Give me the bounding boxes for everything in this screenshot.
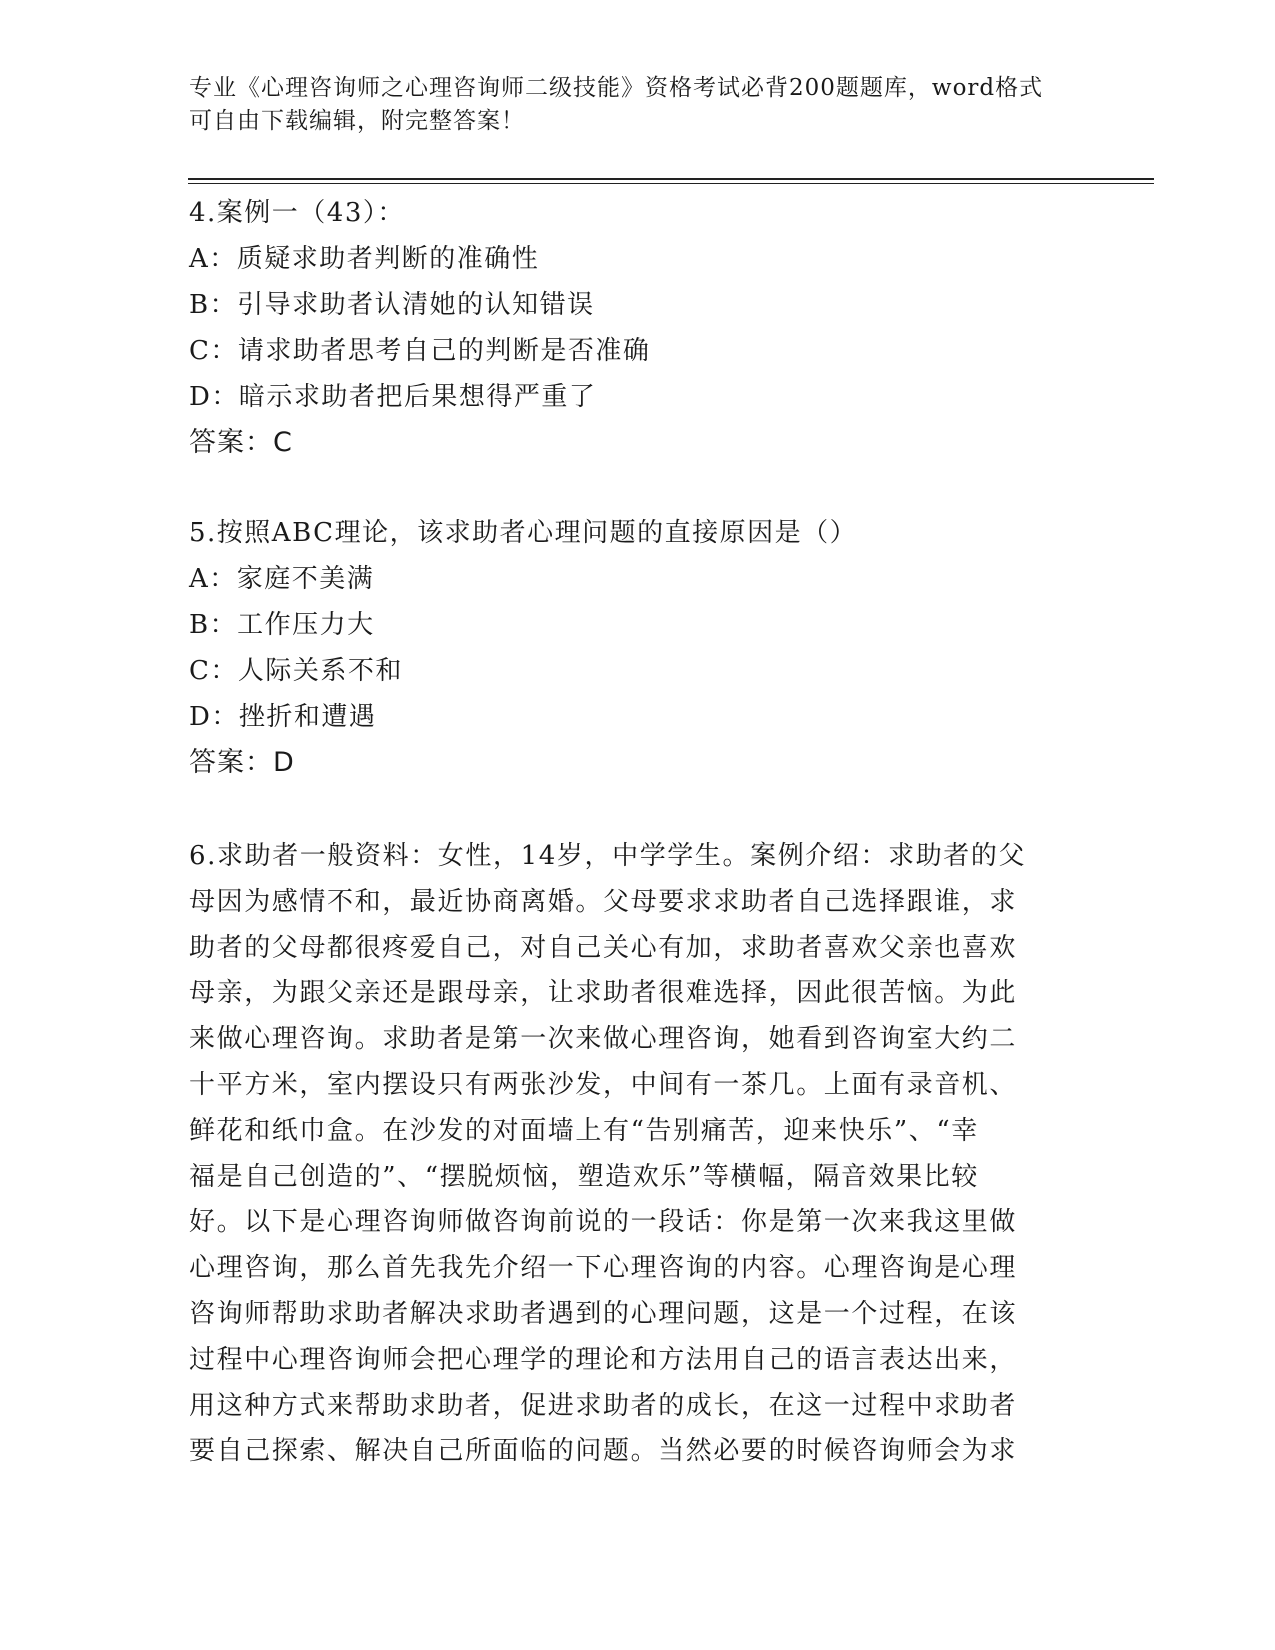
question-5 [189, 510, 1069, 786]
paragraph-line: 要自己探索、解决自己所面临的问题。当然必要的时候咨询师会为求 [189, 1436, 1018, 1467]
document-body [189, 190, 1069, 1475]
paragraph-line: 6.求助者一般资料：女性，14岁，中学学生。案例介绍：求助者的父 [189, 841, 1027, 871]
paragraph-line: 母因为感情不和，最近协商离婚。父母要求求助者自己选择跟谁，求 [189, 886, 1018, 917]
option-b: B：工作压力大 [189, 610, 375, 640]
paragraph-line: 来做心理咨询。求助者是第一次来做心理咨询，她看到咨询室大约二 [189, 1024, 1018, 1055]
document-header [189, 72, 1069, 138]
header-divider-thin [188, 183, 1154, 184]
header-divider-thick [188, 178, 1154, 180]
option-a: A：家庭不美满 [189, 564, 375, 594]
paragraph-line: 母亲，为跟父亲还是跟母亲，让求助者很难选择，因此很苦恼。为此 [189, 978, 1018, 1009]
question-6-paragraph [189, 834, 1069, 1475]
option-c: C：请求助者思考自己的判断是否准确 [189, 336, 651, 366]
paragraph-line: 过程中心理咨询师会把心理学的理论和方法用自己的语言表达出来， [189, 1344, 1018, 1375]
option-d: D：挫折和遭遇 [189, 702, 377, 732]
option-d: D：暗示求助者把后果想得严重了 [189, 382, 597, 412]
answer-label: 答案：C [189, 427, 293, 458]
question-4 [189, 190, 1069, 466]
option-b: B：引导求助者认清她的认知错误 [189, 290, 595, 320]
header-line-1: 专业《心理咨询师之心理咨询师二级技能》资格考试必背200题题库，word格式 [189, 75, 1044, 101]
paragraph-line: 福是自己创造的”、“摆脱烦恼，塑造欢乐”等横幅，隔音效果比较 [189, 1161, 979, 1192]
answer-label: 答案：D [189, 747, 295, 778]
paragraph-line: 用这种方式来帮助求助者，促进求助者的成长，在这一过程中求助者 [189, 1390, 1018, 1421]
paragraph-line: 十平方米，室内摆设只有两张沙发，中间有一茶几。上面有录音机、 [189, 1069, 1018, 1100]
question-stem: 5.按照ABC理论，该求助者心理问题的直接原因是（） [189, 518, 858, 548]
question-stem: 4.案例一（43）： [189, 198, 405, 228]
spacer [189, 466, 1069, 510]
spacer [189, 786, 1069, 834]
option-c: C：人际关系不和 [189, 656, 403, 686]
paragraph-line: 鲜花和纸巾盒。在沙发的对面墙上有“告别痛苦，迎来快乐”、“幸 [189, 1115, 979, 1146]
paragraph-line: 心理咨询，那么首先我先介绍一下心理咨询的内容。心理咨询是心理 [189, 1253, 1018, 1284]
paragraph-line: 好。以下是心理咨询师做咨询前说的一段话：你是第一次来我这里做 [189, 1207, 1018, 1238]
paragraph-line: 助者的父母都很疼爱自己，对自己关心有加，求助者喜欢父亲也喜欢 [189, 932, 1018, 963]
header-line-2: 可自由下载编辑，附完整答案！ [189, 108, 525, 134]
paragraph-line: 咨询师帮助求助者解决求助者遇到的心理问题，这是一个过程，在该 [189, 1298, 1018, 1329]
option-a: A：质疑求助者判断的准确性 [189, 244, 540, 274]
